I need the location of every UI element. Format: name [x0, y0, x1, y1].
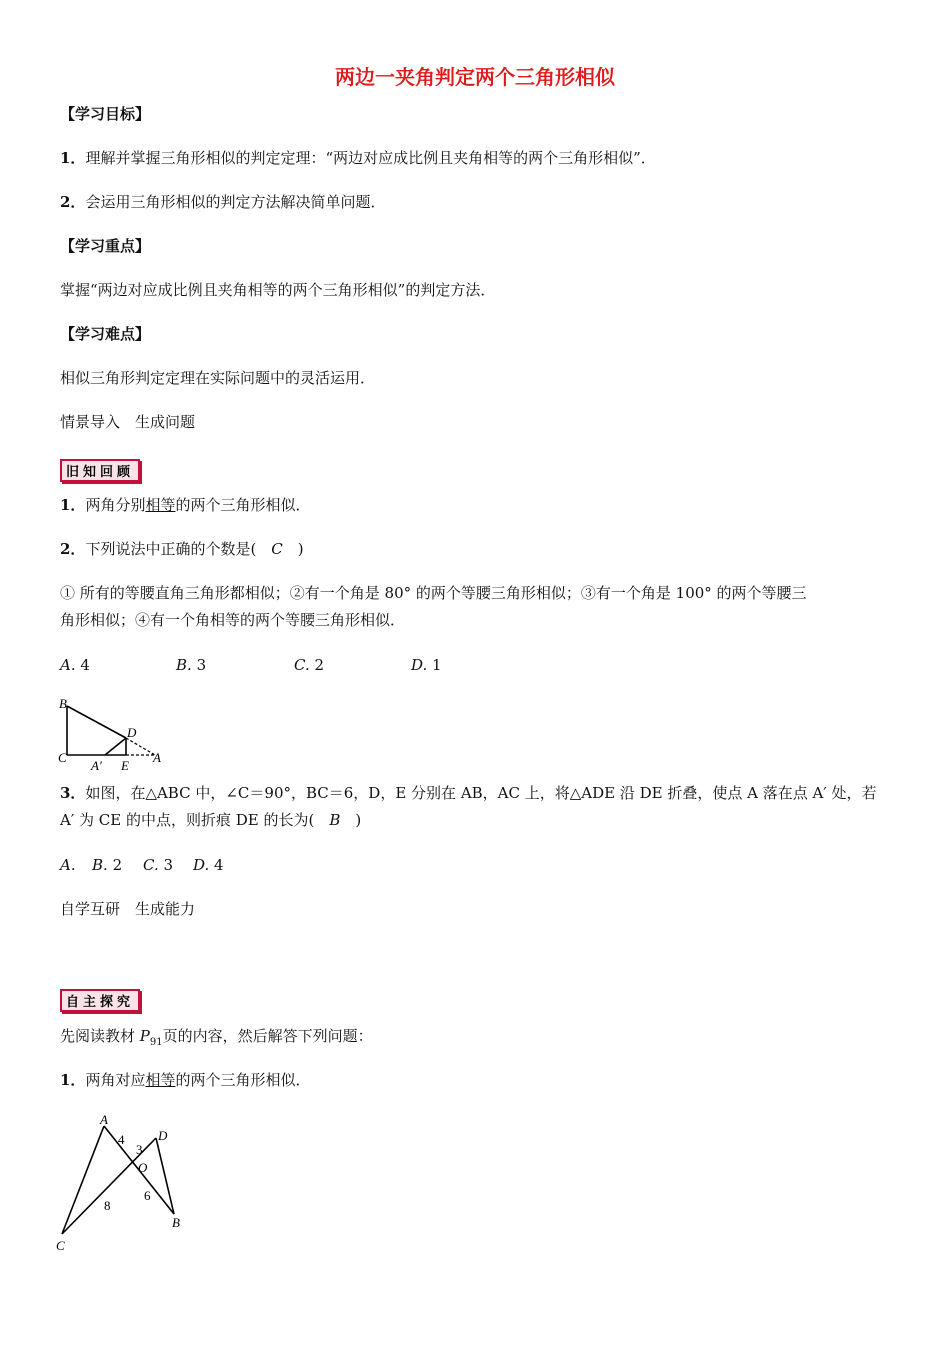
goal-2-number: 2． [60, 193, 86, 211]
option-value: 1 [432, 656, 442, 674]
option-b [92, 854, 122, 876]
question-number: 1． [60, 496, 86, 514]
length-co: 8 [104, 1198, 111, 1213]
segment-bd [67, 706, 126, 738]
explore-badge: 自主探究 [60, 989, 140, 1012]
label-c: C [58, 750, 67, 765]
page-ref: P [139, 1027, 150, 1045]
option-letter: B. [176, 656, 192, 674]
key-text: 掌握“两边对应成比例且夹角相等的两个三角形相似”的判定方法． [60, 281, 496, 299]
key-header: 【学习重点】 [60, 237, 151, 255]
option-b [176, 654, 206, 676]
answer-letter: C [271, 540, 283, 558]
option-value: 2 [112, 856, 123, 874]
section-intro: 情景导入 生成问题 [60, 413, 196, 431]
label-d: D [158, 1128, 168, 1143]
option-letter: D. [193, 856, 210, 874]
reading-instruction [60, 1025, 373, 1054]
explore-question-1 [60, 1069, 310, 1091]
label-c: C [56, 1238, 65, 1253]
question-text: 如图，在△ABC 中，∠C＝90°，BC＝6，D，E 分别在 AB，AC 上，将△ADE 沿 DE 折叠，使点 A 落在点 A′ 处，若 [85, 784, 877, 802]
segment-da-dashed [126, 738, 155, 755]
review-question-3-line-1 [60, 782, 877, 804]
difficulty-header: 【学习难点】 [60, 325, 151, 343]
goals-header: 【学习目标】 [60, 105, 151, 123]
page-title: 两边一夹角判定两个三角形相似 [335, 65, 615, 89]
option-letter: A. [60, 656, 76, 674]
segment-da-prime [105, 738, 126, 755]
question-text: ) [282, 540, 304, 558]
reading-text: 页的内容，然后解答下列问题： [162, 1027, 373, 1045]
label-a: A [153, 750, 161, 765]
goal-1-text: 理解并掌握三角形相似的判定定理：“两边对应成比例且夹角相等的两个三角形相似”． [85, 149, 656, 167]
question-text: 的两个三角形相似． [175, 1071, 311, 1089]
option-c [294, 654, 324, 676]
review-question-1 [60, 494, 310, 516]
option-value: 4 [80, 656, 90, 674]
option-d [411, 654, 442, 676]
length-bo: 6 [144, 1188, 151, 1203]
review-question-2 [60, 538, 304, 560]
review-badge: 旧知回顾 [60, 459, 140, 482]
question-number: 1． [60, 1071, 86, 1089]
page-number: 91 [149, 1037, 163, 1048]
option-letter: A. [60, 856, 76, 874]
option-value: 3 [196, 656, 207, 674]
label-a-prime: A′ [91, 758, 102, 773]
option-value: 2 [314, 656, 325, 674]
segment-ac [62, 1126, 104, 1234]
option-value: 3 [163, 856, 174, 874]
label-e: E [121, 758, 129, 773]
figure-intersecting-triangles [52, 1108, 202, 1253]
question-text: 的两个三角形相似． [175, 496, 311, 514]
label-a: A [100, 1112, 108, 1127]
section-self-study: 自学互研 生成能力 [60, 900, 196, 918]
answer-blank: 相等 [145, 496, 176, 514]
option-a [60, 854, 76, 876]
question-text: A′ 为 CE 的中点，则折痕 DE 的长为( [60, 811, 330, 829]
review-question-3-line-2 [60, 809, 361, 831]
option-letter: D. [411, 656, 428, 674]
goal-2 [60, 191, 385, 213]
label-o: O [138, 1160, 148, 1175]
option-letter: B. [92, 856, 108, 874]
label-b: B [172, 1215, 180, 1230]
question-2-statements-line-2: 角形相似；④有一个角相等的两个等腰三角形相似． [60, 611, 406, 629]
question-text: 两角分别 [85, 496, 146, 514]
option-value: 4 [214, 856, 224, 874]
length-ao: 4 [118, 1132, 125, 1147]
label-d: D [127, 725, 137, 740]
question-number: 3． [60, 784, 86, 802]
question-text: 下列说法中正确的个数是( [85, 540, 272, 558]
goal-1 [60, 147, 656, 169]
length-do: 3 [136, 1142, 143, 1157]
option-a [60, 654, 90, 676]
difficulty-text: 相似三角形判定定理在实际问题中的灵活运用． [60, 369, 376, 387]
goal-2-text: 会运用三角形相似的判定方法解决简单问题． [85, 193, 386, 211]
option-letter: C. [143, 856, 159, 874]
option-c [143, 854, 173, 876]
option-letter: C. [294, 656, 310, 674]
question-2-statements-line-1: ① 所有的等腰直角三角形都相似；②有一个角是 80° 的两个等腰三角形相似；③有一个角是 100° 的两个等腰三 [60, 584, 807, 602]
goal-1-number: 1． [60, 149, 86, 167]
answer-blank: 相等 [145, 1071, 176, 1089]
reading-text: 先阅读教材 [60, 1027, 140, 1045]
option-d [193, 854, 224, 876]
question-text: 两角对应 [85, 1071, 146, 1089]
figure-fold-triangle [55, 694, 175, 774]
label-b: B [59, 696, 67, 711]
question-text: ) [340, 811, 362, 829]
answer-letter: B [329, 811, 341, 829]
question-number: 2． [60, 540, 86, 558]
